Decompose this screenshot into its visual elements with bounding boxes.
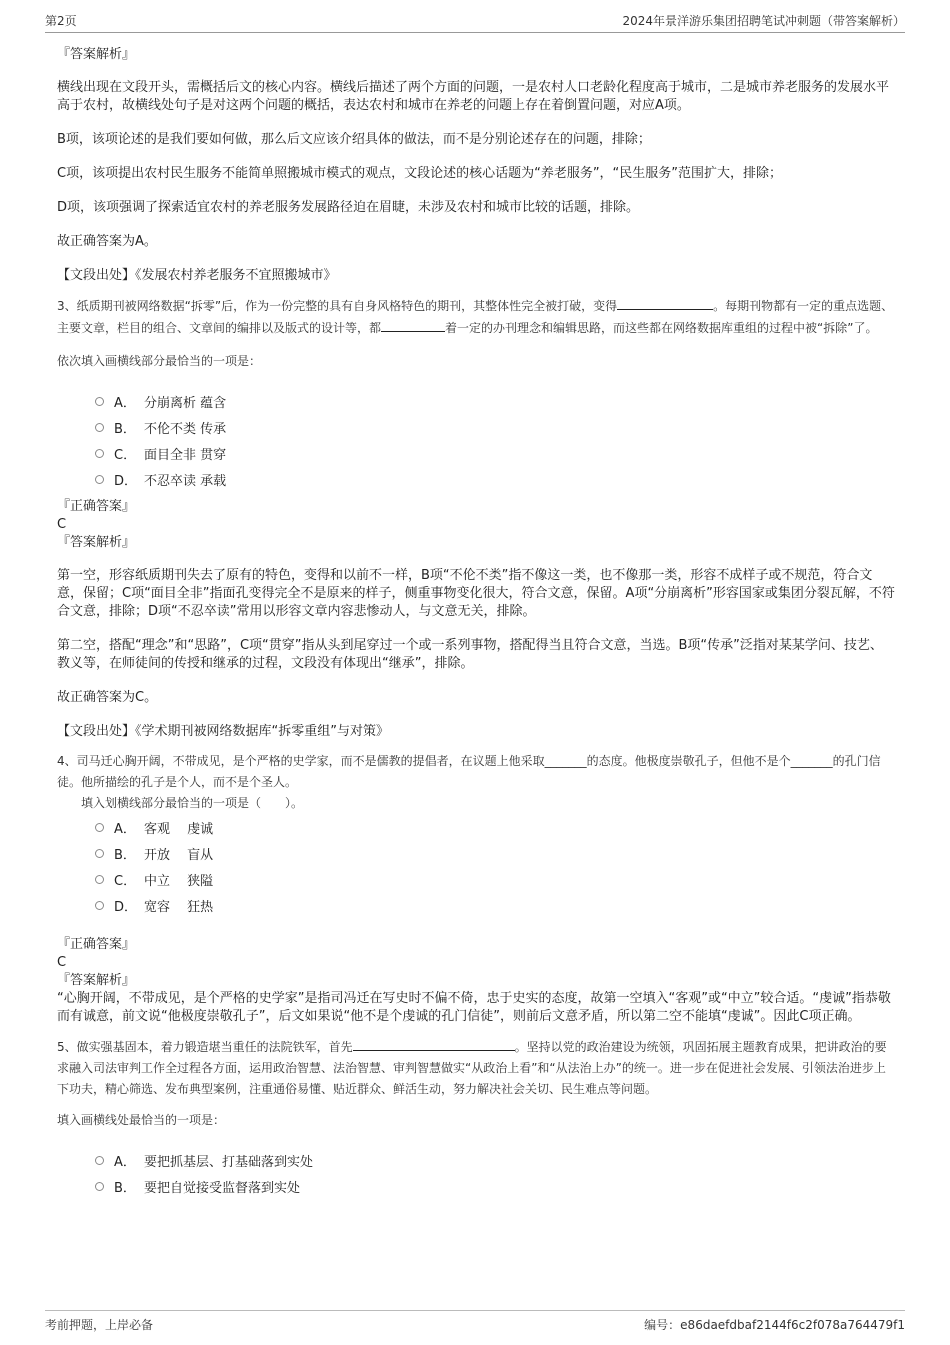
q5-blank: [353, 1036, 515, 1051]
radio-icon[interactable]: [95, 875, 104, 884]
q4-option-a[interactable]: A． 客观 虔诚: [57, 814, 895, 840]
q4-answer: C: [57, 955, 67, 970]
q5-options: [57, 1147, 895, 1199]
q5-text-a: 5、做实强基固本，着力锻造堪当重任的法院铁军，首先: [57, 1040, 353, 1054]
q3-analysis-para1: 第一空，形容纸质期刊失去了原有的特色，变得和以前不一样，B项“不伦不类”指不像这一类，也不像那一类，形容不成样子或不规范，符合文意，保留；C项“面目全非”指面孔变得完全不是原来的样子，侧重事物变化很大，符合文意，保留。A项“分崩离析”形容国家或集团分裂瓦解，不符合文意，排除；D项“不忍卒读”常用以形容文章内容悲惨动人，与文意无关，排除。: [57, 568, 895, 619]
q4-answer-label: 『正确答案』: [57, 937, 136, 952]
q4-prompt: 填入划横线部分最恰当的一项是（ ）。: [81, 796, 304, 810]
page-header: [45, 8, 905, 33]
radio-icon[interactable]: [95, 901, 104, 910]
q2-conclusion: 故正确答案为A。: [57, 234, 157, 249]
q4-options: [57, 814, 895, 918]
q3-blank-2: [381, 317, 445, 332]
q3-option-c[interactable]: C． 面目全非 贯穿: [57, 440, 895, 466]
document-code-value: e86daefdbaf2144f6c2f078a764479f1: [680, 1318, 905, 1332]
q3-text-b: 。每期刊物都有一定的重点选题、主要文章，栏目的组合、文章间的编排以及版式的设计等，都: [57, 299, 894, 335]
q3-text-a: 3、纸质期刊被网络数据“拆零”后，作为一份完整的具有自身风格特色的期刊，其整体性完全被打破，变得: [57, 299, 618, 313]
footer-slogan: 考前押题，上岸必备: [45, 1318, 154, 1332]
q2-analysis-para4: D项，该项强调了探索适宜农村的养老服务发展路径迫在眉睫，未涉及农村和城市比较的话题，排除。: [57, 200, 640, 215]
q4-option-c[interactable]: C． 中立 狭隘: [57, 866, 895, 892]
q3-prompt: 依次填入画横线部分最恰当的一项是：: [57, 354, 262, 368]
q2-source-label: 【文段出处】: [57, 268, 136, 283]
page-number: 第2页: [45, 14, 77, 28]
q4-question-text: 4、司马迁心胸开阔，不带成见，是个严格的史学家，而不是儒教的提倡者，在议题上他采取_______的态度。他极度崇敬孔子，但他不是个_______的孔门信徒。他所描绘的孔子是个人，而不是个圣人。: [57, 754, 881, 789]
q3-analysis-para2: 第二空，搭配“理念”和“思路”，C项“贯穿”指从头到尾穿过一个或一系列事物，搭配得当且符合文意，当选。B项“传承”泛指对某某学问、技艺、教义等，在师徒间的传授和继承的过程，文段没有体现出“继承”，排除。: [57, 638, 883, 671]
q3-blank-1: [617, 295, 713, 310]
document-title: 2024年景洋游乐集团招聘笔试冲刺题（带答案解析）: [622, 14, 905, 28]
q5-text-b: 。坚持以党的政治建设为统领，巩固拓展主题教育成果，把讲政治的要求融入司法审判工作全过程各方面，运用政治智慧、法治智慧、审判智慧做实“从政治上看”和“从法治上办”的统一。进一步在促进社会发展、引领法治进步上下功夫，精心筛选、发布典型案例，注重通俗易懂、贴近群众、鲜活生动，努力解决社会关切、民生难点等问题。: [57, 1040, 887, 1096]
q3-answer: C: [57, 517, 67, 532]
radio-icon[interactable]: [95, 1156, 104, 1165]
q3-text-c: 着一定的办刊理念和编辑思路，而这些都在网络数据库重组的过程中被“拆除”了。: [445, 321, 878, 335]
radio-icon[interactable]: [95, 475, 104, 484]
q5-option-b[interactable]: B． 要把自觉接受监督落到实处: [57, 1173, 895, 1199]
document-body: [57, 36, 895, 1199]
radio-icon[interactable]: [95, 849, 104, 858]
q3-source-title: 《学术期刊被网络数据库“拆零重组”与对策》: [135, 724, 389, 739]
radio-icon[interactable]: [95, 423, 104, 432]
q4-option-b[interactable]: B． 开放 盲从: [57, 840, 895, 866]
q3-option-a[interactable]: A． 分崩离析 蕴含: [57, 388, 895, 414]
q5-prompt: 填入画横线处最恰当的一项是：: [57, 1113, 226, 1127]
radio-icon[interactable]: [95, 823, 104, 832]
q3-analysis-label: 『答案解析』: [57, 535, 136, 550]
q3-conclusion: 故正确答案为C。: [57, 690, 158, 705]
document-code-label: 编号：: [644, 1318, 681, 1332]
radio-icon[interactable]: [95, 397, 104, 406]
q2-analysis-para1: 横线出现在文段开头，需概括后文的核心内容。横线后描述了两个方面的问题，一是农村人口老龄化程度高于城市，二是城市养老服务的发展水平高于农村，故横线处句子是对这两个问题的概括，表达农村和城市在养老的问题上存在着倒置问题，对应A项。: [57, 80, 890, 113]
q4-analysis-label: 『答案解析』: [57, 973, 136, 988]
q2-source: [57, 267, 895, 285]
q2-analysis-para2: B项，该项论述的是我们要如何做，那么后文应该介绍具体的做法，而不是分别论述存在的问题，排除；: [57, 132, 651, 147]
q3-source-label: 【文段出处】: [57, 724, 136, 739]
q3-question-text: [57, 295, 895, 339]
q3-answer-label: 『正确答案』: [57, 499, 136, 514]
q3-options: [57, 388, 895, 492]
q2-source-title: 《发展农村养老服务不宜照搬城市》: [135, 268, 337, 283]
document-code: [644, 1316, 905, 1333]
radio-icon[interactable]: [95, 449, 104, 458]
q2-analysis-label: 『答案解析』: [57, 47, 136, 62]
q3-option-b[interactable]: B． 不伦不类 传承: [57, 414, 895, 440]
q5-option-a[interactable]: A． 要把抓基层、打基础落到实处: [57, 1147, 895, 1173]
q4-analysis: “心胸开阔，不带成见，是个严格的史学家”是指司冯迁在写史时不偏不倚，忠于史实的态度，故第一空填入“客观”或“中立”较合适。“虔诚”指恭敬而有诚意，前文说“他极度崇敬孔子”，后文如果说“他不是个虔诚的孔门信徒”，则前后文意矛盾，所以第二空不能填“虔诚”。因此C项正确。: [57, 991, 891, 1024]
page-footer: [45, 1310, 905, 1339]
q3-option-d[interactable]: D． 不忍卒读 承载: [57, 466, 895, 492]
q3-source: [57, 723, 895, 741]
q2-analysis-para3: C项，该项提出农村民生服务不能简单照搬城市模式的观点，文段论述的核心话题为“养老服务”，“民生服务”范围扩大，排除；: [57, 166, 783, 181]
q4-option-d[interactable]: D． 宽容 狂热: [57, 892, 895, 918]
radio-icon[interactable]: [95, 1182, 104, 1191]
q5-question-text: [57, 1036, 895, 1100]
